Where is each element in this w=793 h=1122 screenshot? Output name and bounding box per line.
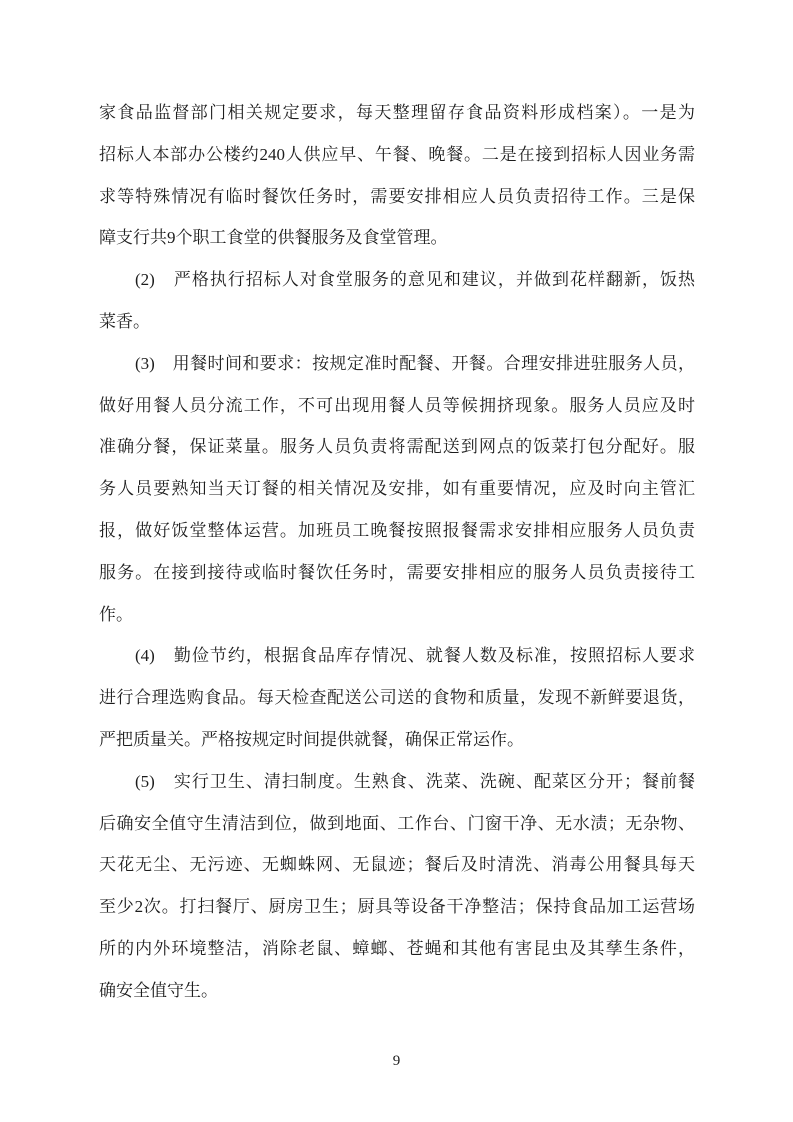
text-line: 障支行共9个职工食堂的供餐服务及食堂管理。 bbox=[99, 228, 448, 248]
text-line: 进行合理选购食品。每天检查配送公司送的食物和质量，发现不新鲜要退货， bbox=[99, 688, 695, 708]
text-line: 服务。在接到接待或临时餐饮任务时，需要安排相应的服务人员负责接待工 bbox=[99, 562, 695, 582]
text-line: 菜香。 bbox=[99, 311, 150, 331]
text-block bbox=[99, 92, 695, 1012]
text-line: 家食品监督部门相关规定要求，每天整理留存食品资料形成档案）。一是为 bbox=[99, 103, 695, 122]
text-line: (3) 用餐时间和要求：按规定准时配餐、开餐。合理安排进驻服务人员， bbox=[135, 353, 695, 373]
text-line: (4) 勤俭节约，根据食品库存情况、就餐人数及标准，按照招标人要求 bbox=[135, 646, 695, 666]
text-line: 至少2次。打扫餐厅、厨房卫生；厨具等设备干净整洁；保持食品加工运营场 bbox=[99, 897, 695, 917]
text-line: 后确安全值守生清洁到位，做到地面、工作台、门窗干净、无水渍；无杂物、 bbox=[99, 813, 695, 833]
text-line: 招标人本部办公楼约240人供应早、午餐、晚餐。二是在接到招标人因业务需 bbox=[99, 144, 695, 164]
text-line: 准确分餐，保证菜量。服务人员负责将需配送到网点的饭菜打包分配好。服 bbox=[99, 437, 695, 457]
text-line: 严把质量关。严格按规定时间提供就餐，确保正常运作。 bbox=[99, 729, 524, 749]
text-line: 务人员要熟知当天订餐的相关情况及安排，如有重要情况，应及时向主管汇 bbox=[99, 479, 695, 499]
text-line: 报，做好饭堂整体运营。加班员工晚餐按照报餐需求安排相应服务人员负责 bbox=[99, 520, 695, 540]
text-line: 所的内外环境整洁，消除老鼠、蟑螂、苍蝇和其他有害昆虫及其孳生条件， bbox=[99, 938, 695, 958]
text-line: 天花无尘、无污迹、无蜘蛛网、无鼠迹；餐后及时清洗、消毒公用餐具每天 bbox=[99, 855, 695, 875]
text-line: 确安全值守生。 bbox=[99, 980, 218, 1000]
text-line: (5) 实行卫生、清扫制度。生熟食、洗菜、洗碗、配菜区分开；餐前餐 bbox=[135, 771, 695, 791]
text-line: 求等特殊情况有临时餐饮任务时，需要安排相应人员负责招待工作。三是保 bbox=[99, 186, 695, 206]
page-number: 9 bbox=[392, 1053, 401, 1069]
text-line: 作。 bbox=[99, 604, 133, 624]
text-line: (2) 严格执行招标人对食堂服务的意见和建议，并做到花样翻新，饭热 bbox=[135, 270, 695, 290]
text-line: 做好用餐人员分流工作，不可出现用餐人员等候拥挤现象。服务人员应及时 bbox=[99, 395, 695, 415]
